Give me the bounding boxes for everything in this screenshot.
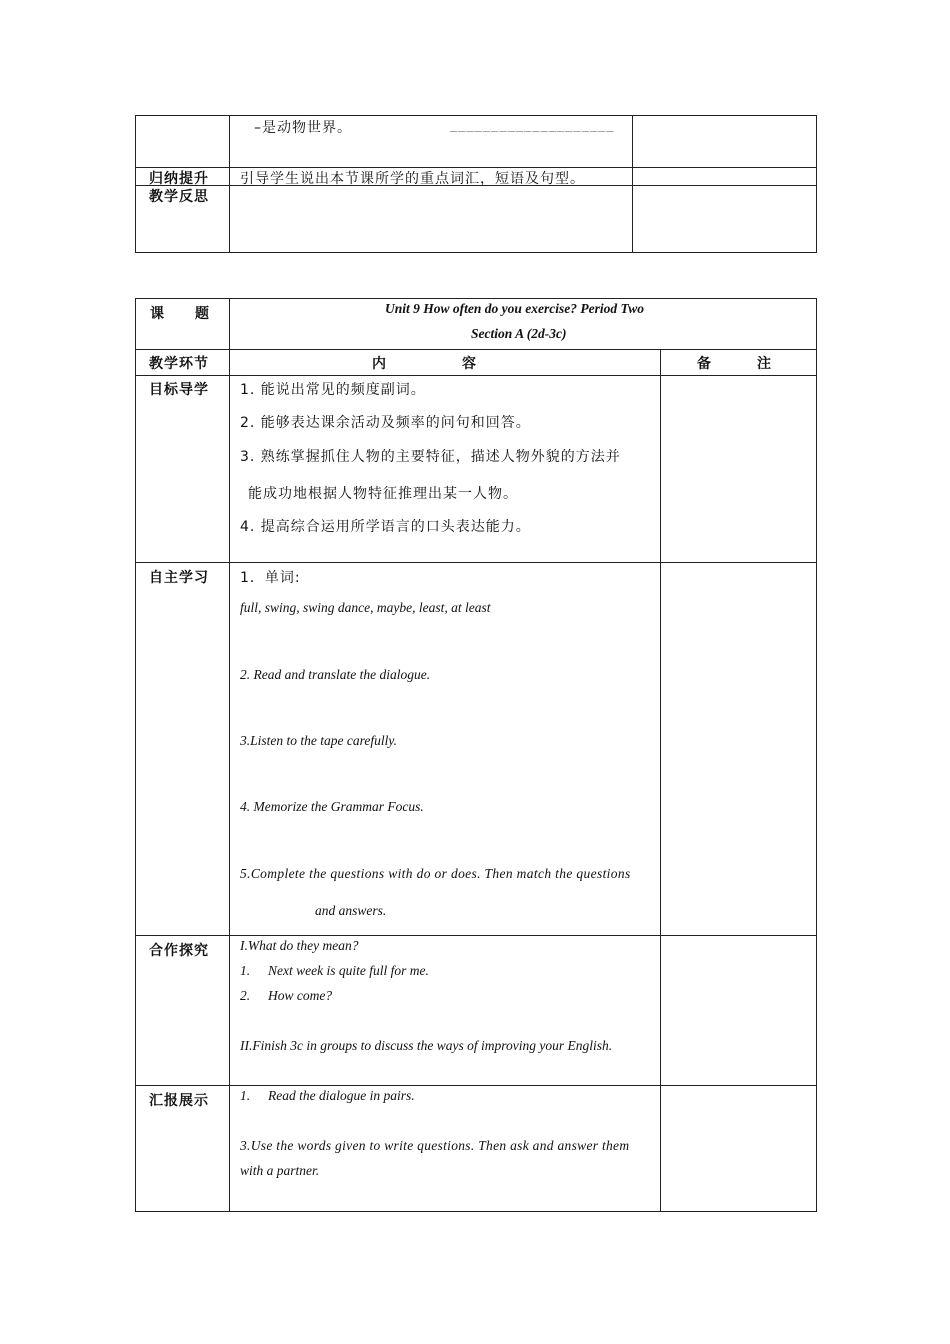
animal-world-text: –是动物世界。 — [254, 120, 352, 136]
report-label: 汇报展示 — [149, 1093, 209, 1109]
question-number: 2. — [240, 988, 251, 1003]
summary-text: 引导学生说出本节课所学的重点词汇，短语及句型。 — [240, 171, 585, 187]
question-number: 1. — [240, 963, 251, 978]
question-item: Next week is quite full for me. — [268, 963, 429, 978]
summary-label: 归纳提升 — [149, 171, 209, 187]
header-notes: 备 注 — [697, 356, 772, 372]
report-item-continued: with a partner. — [240, 1163, 320, 1178]
objective-item: 3. 熟练掌握抓住人物的主要特征，描述人物外貌的方法并 — [240, 449, 621, 465]
objective-item: 1. 能说出常见的频度副词。 — [240, 382, 426, 398]
table2-row-divider-objectives — [135, 562, 817, 563]
table2-row-divider-self-study — [135, 935, 817, 936]
self-study-item: 4. Memorize the Grammar Focus. — [240, 799, 424, 814]
self-study-item-continued: and answers. — [315, 903, 387, 918]
table1-col-divider-1 — [229, 115, 230, 253]
objectives-label: 目标导学 — [149, 382, 209, 398]
cooperation-label: 合作探究 — [149, 943, 209, 959]
question-item: How come? — [268, 988, 333, 1003]
table2-row-divider-title — [135, 349, 817, 350]
objective-item: 2. 能够表达课余活动及频率的问句和回答。 — [240, 415, 531, 431]
objective-item: 能成功地根据人物特征推理出某一人物。 — [248, 486, 518, 502]
table2-col-divider-2 — [660, 349, 661, 1212]
self-study-item: 5.Complete the questions with do or does. Then match the questions — [240, 866, 631, 881]
fill-blank-line: ____________________ — [450, 118, 615, 132]
header-content: 内 容 — [372, 356, 477, 372]
table1-col-divider-2 — [632, 115, 633, 253]
lesson-subtitle: Section A (2d-3c) — [471, 326, 567, 341]
table2-row-divider-cooperation — [135, 1085, 817, 1086]
self-study-label: 自主学习 — [149, 570, 209, 586]
objective-item: 4. 提高综合运用所学语言的口头表达能力。 — [240, 519, 531, 535]
self-study-item: 3.Listen to the tape carefully. — [240, 733, 397, 748]
report-number: 1. — [240, 1088, 251, 1103]
topic-label: 课 题 — [150, 306, 210, 322]
vocab-heading: 1．单词: — [240, 570, 301, 586]
table-lesson-plan — [135, 298, 817, 1212]
reflection-label: 教学反思 — [149, 189, 209, 205]
report-item: 3.Use the words given to write questions. Then ask and answer them — [240, 1138, 630, 1153]
header-stage: 教学环节 — [149, 356, 209, 372]
table2-col-divider-1 — [229, 298, 230, 1212]
table2-row-divider-header — [135, 375, 817, 376]
question-heading: I.What do they mean? — [240, 938, 359, 953]
report-item: Read the dialogue in pairs. — [268, 1088, 415, 1103]
lesson-title: Unit 9 How often do you exercise? Period Two — [385, 301, 644, 316]
vocab-list: full, swing, swing dance, maybe, least, at least — [240, 600, 491, 615]
self-study-item: 2. Read and translate the dialogue. — [240, 667, 431, 682]
group-task: II.Finish 3c in groups to discuss the ways of improving your English. — [240, 1038, 613, 1053]
